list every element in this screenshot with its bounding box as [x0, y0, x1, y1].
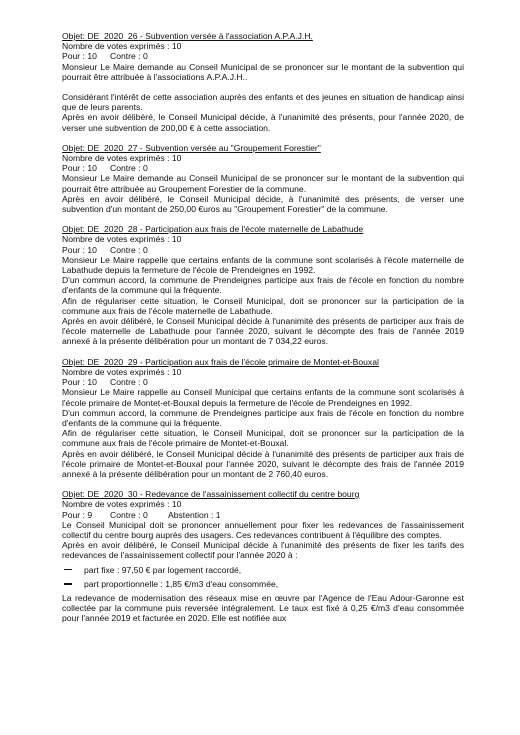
contre-count: Contre : 0 [110, 163, 148, 174]
objet-title: Objet: DE_2020_26 - Subvention versée à l'association A.P.A.J.H. [62, 31, 313, 41]
paragraph: Monsieur Le Maire rappelle que certains enfants de la commune sont scolarisés à l'école maternelle de Labathude depuis la fermeture de l'école de Prendeignes en 1992. [62, 254, 464, 276]
objet-title: Objet: DE_2020_28 - Participation aux frais de l'école maternelle de Labathude [62, 224, 364, 235]
paragraph: Après en avoir délibéré, le Conseil Municipal décide à l'unanimité des présents de participer aux frais de l'école maternelle de Labathude pour l'année 2020, suivant le décompte des frais de l'année 2019 annexé à la présente délibération pour un montant de 7 034,22 euros. [62, 316, 464, 347]
abstention-count: Abstention : 1 [168, 509, 221, 520]
objet-title: Objet: DE_2020_30 - Redevance de l'assainissement collectif du centre bourg [62, 489, 360, 500]
votes-count: Nombre de votes exprimés : 10 [62, 41, 182, 52]
paragraph: Après en avoir délibéré, le Conseil Municipal décide, à l'unanimité des présents, pour l'année 2020, de verser une subvention de 200,00 € à cette association. [62, 112, 464, 133]
deliberation-2020-29 [62, 357, 464, 479]
objet-title: Objet: DE_2020_27 - Subvention versée au "Groupement Forestier" [62, 142, 321, 153]
bullet-text: part fixe : 97,50 € par logement raccordé, [84, 564, 242, 575]
pour-count: Pour : 10 [62, 163, 97, 174]
votes-count: Nombre de votes exprimés : 10 [62, 153, 182, 164]
paragraph: Le Conseil Municipal doit se prononcer annuellement pour fixer les redevances de l'assainissement collectif du centre bourg auprès des usagers. Ces redevances contribuent à l'équilibre des comptes. [62, 519, 464, 540]
vote-row [62, 245, 464, 255]
paragraph: Considérant l'intérêt de cette association auprès des enfants et des jeunes en situation de handicap ainsi que de leurs parents. [62, 92, 464, 113]
deliberation-2020-26 [62, 31, 464, 133]
pour-count: Pour : 10 [62, 51, 97, 62]
pour-count: Pour : 10 [62, 377, 97, 388]
paragraph: Après en avoir délibéré, le Conseil Municipal décide à l'unanimité des présents de fixer les tarifs des redevances de l'assainissement collectif pour l'année 2020 à : [62, 540, 464, 561]
votes-count: Nombre de votes exprimés : 10 [62, 366, 182, 377]
deliberation-2020-30 [62, 489, 464, 623]
pour-count: Pour : 10 [62, 244, 97, 255]
paragraph: Monsieur Le Maire demande au Conseil Municipal de se prononcer sur le montant de la subvention qui pourrait être attribuée à l'associations A.P.A.J.H.. [62, 61, 464, 82]
paragraph: Monsieur Le Maire demande au Conseil Municipal de se prononcer sur le montant de la subvention qui pourrait être attribuée au Groupement Forestier de la commune. [62, 173, 464, 194]
deliberation-2020-27 [62, 143, 464, 214]
vote-row [62, 163, 464, 173]
paragraph: Après en avoir délibéré, le Conseil Municipal décide, à l'unanimité des présents, de verser une subvention d'un montant de 250,00 €uros au "Groupement Forestier" de la commune. [62, 193, 464, 215]
vote-row [62, 510, 464, 520]
paragraph: La redevance de modernisation des réseaux mise en œuvre par l'Agence de l'Eau Adour-Garonne est collectée par la commune puis reversée intégralement. Le taux est fixé à 0,25 €/m3 d'eau consommée pour l'année 2019 et facturée en 2020. Elle est notifiée aux [62, 592, 464, 624]
paragraph: Après en avoir délibéré, le Conseil Municipal décide à l'unanimité des présents de participer aux frais de l'école primaire de Montet-et-Bouxal pour l'année 2020, suivant le décompte des frais de l'année 2019 annexé à la présente délibération pour un montant de 2 760,40 euros. [62, 448, 464, 479]
contre-count: Contre : 0 [110, 377, 148, 388]
votes-count: Nombre de votes exprimés : 10 [62, 234, 182, 245]
paragraph: D'un commun accord, la commune de Prendeignes participe aux frais de l'école en fonction du nombre d'enfants de la commune qui la fréquente. [62, 407, 464, 428]
vote-row [62, 51, 464, 61]
paragraph: Afin de régulariser cette situation, le Conseil Municipal, doit se prononcer sur la participation de la commune aux frais de l'école maternelle de Labathude. [62, 295, 464, 316]
deliberation-2020-28 [62, 224, 464, 346]
contre-count: Contre : 0 [110, 244, 148, 255]
contre-count: Contre : 0 [110, 51, 148, 62]
dash-bullet-icon [64, 583, 72, 585]
pour-count: Pour : 9 [62, 509, 93, 520]
objet-title: Objet: DE_2020_29 - Participation aux frais de l'école primaire de Montet-et-Bouxal [62, 356, 379, 367]
bullet-item [64, 579, 464, 589]
bullet-text: part proportionnelle : 1,85 €/m3 d'eau consommée, [84, 578, 279, 589]
blank-line [62, 82, 464, 92]
bullet-item [64, 565, 464, 575]
paragraph: Afin de régulariser cette situation, le Conseil Municipal, doit se prononcer sur la participation de la commune aux frais de l'école primaire de Montet-et-Bouxal. [62, 428, 464, 449]
contre-count: Contre : 0 [110, 509, 148, 520]
vote-row [62, 377, 464, 387]
paragraph: D'un commun accord, la commune de Prendeignes participe aux frais de l'école en fonction du nombre d'enfants de la commune qui la fréquente. [62, 275, 464, 296]
votes-count: Nombre de votes exprimés : 10 [62, 499, 182, 510]
paragraph: Monsieur Le Maire rappelle au Conseil Municipal que certains enfants de la commune sont scolarisés à l'école primaire de Montet-et-Bouxal depuis la fermeture de l'école de Prendeignes en 1992. [62, 387, 464, 408]
dash-bullet-icon [64, 569, 72, 571]
